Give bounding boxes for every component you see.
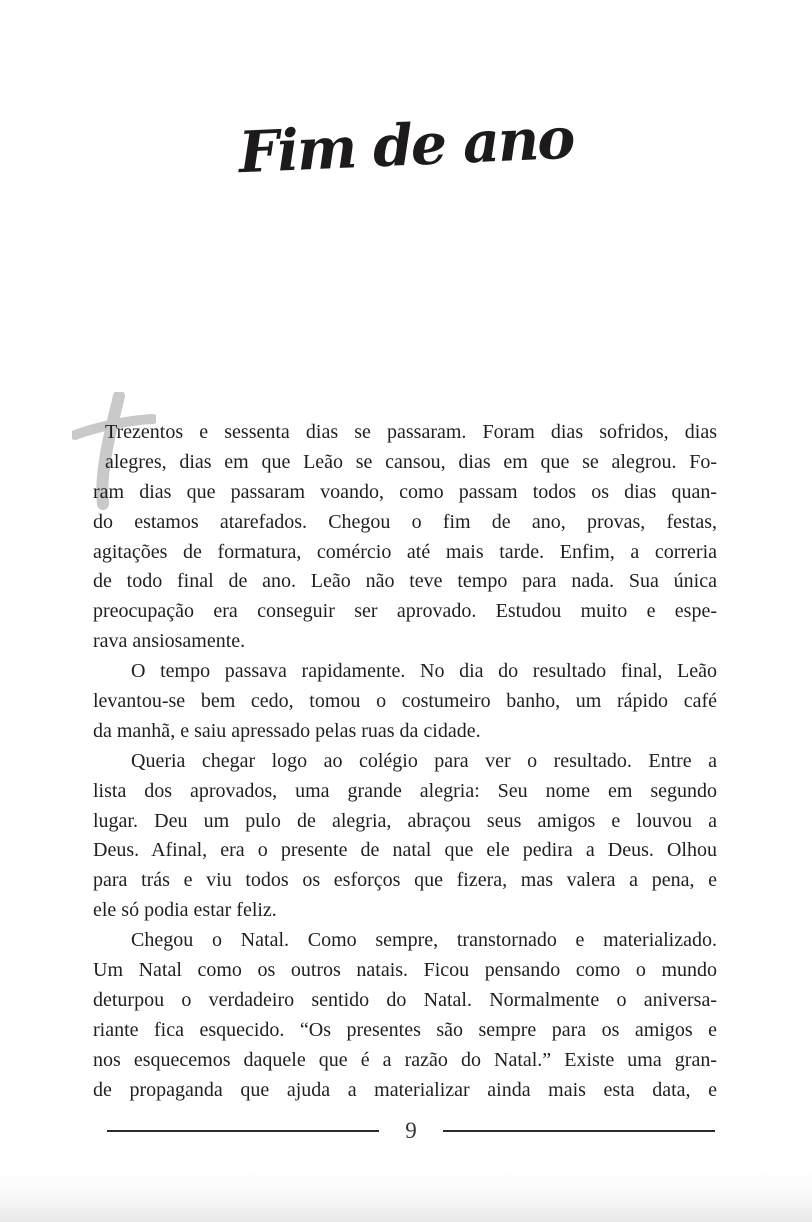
footer-rule-right [443, 1130, 715, 1132]
text-line: Um Natal como os outros natais. Ficou pensando como o mundo [93, 959, 717, 982]
text-line: Chegou o Natal. Como sempre, transtornado e materializado. [131, 929, 717, 952]
text-block [93, 418, 717, 1105]
text-line: para trás e viu todos os esforços que fizera, mas valera a pena, e [93, 869, 717, 892]
text-line: deturpou o verdadeiro sentido do Natal. Normalmente o aniversa- [93, 988, 717, 1011]
page-footer [107, 1117, 715, 1145]
text-line: do estamos atarefados. Chegou o fim de ano, provas, festas, [93, 510, 717, 533]
paragraph [93, 926, 717, 1105]
chapter-title: Fim de ano [237, 104, 575, 187]
text-line: preocupação era conseguir ser aprovado. Estudou muito e espe- [93, 600, 717, 623]
text-line: alegres, dias em que Leão se cansou, dias em que se alegrou. Fo- [105, 450, 717, 473]
footer-rule-left [107, 1130, 379, 1132]
text-line: riante fica esquecido. “Os presentes são sempre para os amigos e [93, 1018, 717, 1041]
text-line: levantou-se bem cedo, tomou o costumeiro banho, um rápido café [93, 690, 717, 713]
text-line: Deus. Afinal, era o presente de natal que ele pedira a Deus. Olhou [93, 839, 717, 862]
text-line: ram dias que passaram voando, como passam todos os dias quan- [93, 480, 717, 503]
text-line: ele só podia estar feliz. [93, 899, 277, 922]
page-number: 9 [405, 1118, 417, 1143]
paragraph [93, 657, 717, 747]
text-line: nos esquecemos daquele que é a razão do Natal.” Existe uma gran- [93, 1048, 717, 1071]
text-line: Queria chegar logo ao colégio para ver o resultado. Entre a [131, 749, 717, 772]
text-line: Trezentos e sessenta dias se passaram. Foram dias sofridos, dias [105, 421, 717, 443]
body-text [93, 418, 717, 1105]
text-line: rava ansiosamente. [93, 630, 246, 653]
text-line: O tempo passava rapidamente. No dia do resultado final, Leão [131, 660, 717, 683]
text-line: lugar. Deu um pulo de alegria, abraçou seus amigos e louvou a [93, 809, 717, 832]
text-line: de propaganda que ajuda a materializar ainda mais esta data, e [93, 1078, 717, 1101]
paragraph [93, 418, 717, 657]
text-line: lista dos aprovados, uma grande alegria: Seu nome em segundo [93, 779, 717, 802]
text-line: da manhã, e saiu apressado pelas ruas da cidade. [93, 719, 481, 742]
page-bottom-shade [0, 1167, 812, 1222]
paragraph [93, 747, 717, 926]
text-line: de todo final de ano. Leão não teve tempo para nada. Sua única [93, 570, 717, 593]
text-line: agitações de formatura, comércio até mais tarde. Enfim, a correria [93, 540, 717, 563]
